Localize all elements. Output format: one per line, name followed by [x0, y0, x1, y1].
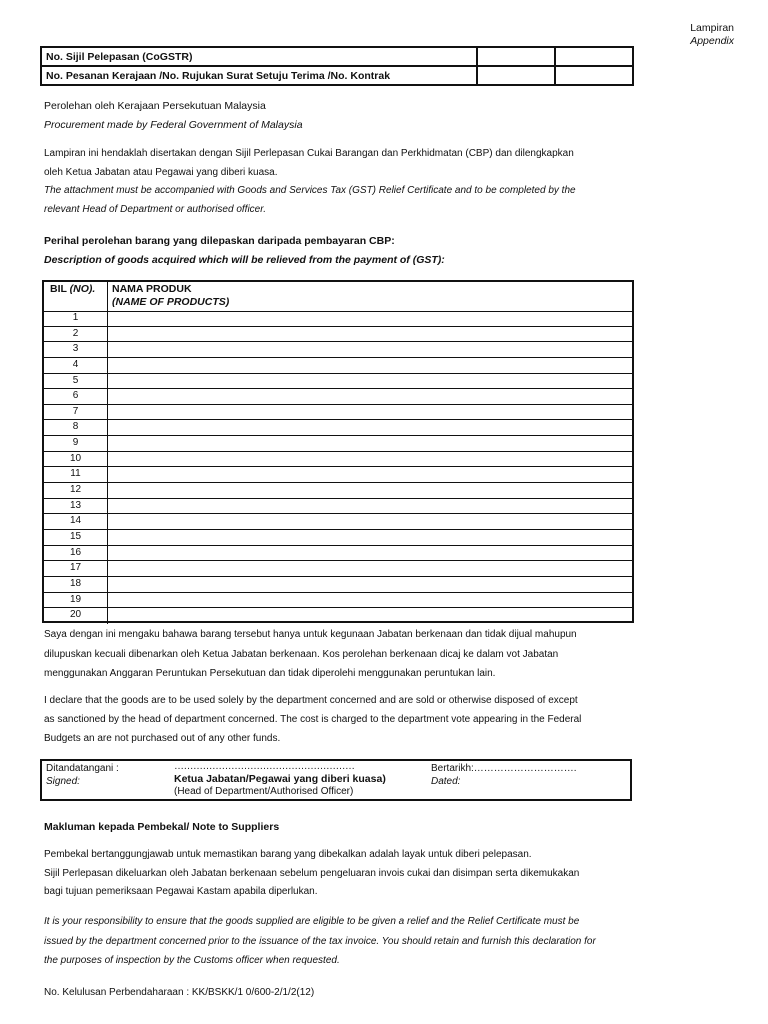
table-row	[44, 530, 632, 546]
procurement-text-en-2: relevant Head of Department or authorised officer.	[44, 203, 266, 215]
row-number: 12	[44, 483, 108, 498]
procurement-title-ms: Perolehan oleh Kerajaan Persekutuan Malaysia	[44, 100, 266, 112]
declaration-ms	[44, 625, 634, 684]
table-row	[44, 593, 632, 609]
signed-label-en: Signed:	[46, 776, 80, 787]
row-number: 13	[44, 499, 108, 514]
table-row	[44, 561, 632, 577]
signed-label	[46, 762, 119, 788]
product-name-cell[interactable]	[108, 342, 632, 357]
product-name-cell[interactable]	[108, 358, 632, 373]
declaration-ms-3: menggunakan Anggaran Peruntukan Persekutuan dan tidak diperolehi menggunakan peruntukan lain.	[44, 668, 496, 679]
row-number: 16	[44, 546, 108, 561]
row-number: 20	[44, 608, 108, 624]
note-title: Makluman kepada Pembekal/ Note to Suppliers	[44, 821, 280, 833]
column-header-name	[112, 283, 229, 309]
column-header-name-en: (NAME OF PRODUCTS)	[112, 296, 230, 308]
product-name-cell[interactable]	[108, 452, 632, 467]
row-number: 14	[44, 514, 108, 529]
table-row	[44, 311, 632, 327]
row-number: 5	[44, 374, 108, 389]
appendix-label-en: Appendix	[690, 35, 734, 47]
declaration-en	[44, 691, 634, 748]
signed-label-ms: Ditandatangani :	[46, 763, 119, 774]
note-title-block	[44, 818, 634, 837]
product-table-header	[44, 282, 632, 312]
reference-row-order	[41, 66, 633, 85]
row-number: 10	[44, 452, 108, 467]
procurement-section	[44, 97, 634, 135]
note-ms-2: Sijil Perlepasan dikeluarkan oleh Jabatan berkenaan sebelum pengeluaran invois cukai dan disimpan serta dikemukakan	[44, 867, 580, 879]
reference-row-cogstr	[41, 47, 633, 66]
row-number: 18	[44, 577, 108, 592]
table-row	[44, 452, 632, 468]
table-row	[44, 467, 632, 483]
officer-title-en: (Head of Department/Authorised Officer)	[174, 786, 354, 797]
product-name-cell[interactable]	[108, 436, 632, 451]
table-row	[44, 358, 632, 374]
table-row	[44, 374, 632, 390]
product-name-cell[interactable]	[108, 467, 632, 482]
column-header-name-ms: NAMA PRODUK	[112, 283, 192, 295]
column-header-no-ms: BIL	[50, 283, 67, 295]
declaration-en-3: Budgets an are not purchased out of any other funds.	[44, 733, 281, 744]
note-en-3: the purposes of inspection by the Customs officer when requested.	[44, 955, 340, 966]
table-row	[44, 327, 632, 343]
row-number: 6	[44, 389, 108, 404]
product-name-cell[interactable]	[108, 374, 632, 389]
table-row	[44, 577, 632, 593]
product-name-cell[interactable]	[108, 593, 632, 608]
product-name-cell[interactable]	[108, 420, 632, 435]
product-name-cell[interactable]	[108, 389, 632, 404]
column-header-no	[44, 282, 108, 311]
order-number-field-2[interactable]	[555, 66, 633, 85]
product-name-cell[interactable]	[108, 530, 632, 545]
table-row	[44, 499, 632, 515]
table-row	[44, 342, 632, 358]
table-row	[44, 436, 632, 452]
product-name-cell[interactable]	[108, 405, 632, 420]
procurement-title-en: Procurement made by Federal Government of Malaysia	[44, 119, 303, 131]
product-name-cell[interactable]	[108, 514, 632, 529]
product-name-cell[interactable]	[108, 311, 632, 326]
product-name-cell[interactable]	[108, 561, 632, 576]
table-row	[44, 483, 632, 499]
table-row	[44, 389, 632, 405]
row-number: 2	[44, 327, 108, 342]
procurement-text-ms-2: oleh Ketua Jabatan atau Pegawai yang diberi kuasa.	[44, 166, 278, 178]
goods-title-en: Description of goods acquired which will be relieved from the payment of (GST):	[44, 254, 445, 266]
table-row	[44, 608, 632, 624]
product-name-cell[interactable]	[108, 327, 632, 342]
note-en	[44, 912, 634, 971]
row-number: 1	[44, 311, 108, 326]
signature-box	[40, 759, 632, 801]
row-number: 3	[44, 342, 108, 357]
cogstr-field-1[interactable]	[477, 47, 555, 66]
product-table-body	[44, 311, 632, 624]
reference-table	[40, 46, 634, 86]
declaration-ms-1: Saya dengan ini mengaku bahawa barang tersebut hanya untuk kegunaan Jabatan berkenaan dan tidak dijual mahupun	[44, 629, 577, 640]
declaration-en-1: I declare that the goods are to be used solely by the department concerned and are sold or otherwise disposed of except	[44, 695, 578, 706]
order-number-label: No. Pesanan Kerajaan /No. Rujukan Surat Setuju Terima /No. Kontrak	[41, 66, 477, 85]
table-row	[44, 420, 632, 436]
date-label-en: Dated:	[431, 776, 461, 787]
column-header-no-en: (NO).	[69, 283, 96, 295]
appendix-label-ms: Lampiran	[690, 22, 734, 34]
appendix-label	[690, 22, 734, 48]
product-name-cell[interactable]	[108, 577, 632, 592]
signature-line[interactable]: …………………………………………………	[174, 761, 355, 772]
product-name-cell[interactable]	[108, 546, 632, 561]
cogstr-field-2[interactable]	[555, 47, 633, 66]
row-number: 15	[44, 530, 108, 545]
cogstr-label: No. Sijil Pelepasan (CoGSTR)	[41, 47, 477, 66]
product-name-cell[interactable]	[108, 483, 632, 498]
order-number-field-1[interactable]	[477, 66, 555, 85]
table-row	[44, 546, 632, 562]
treasury-approval-number: No. Kelulusan Perbendaharaan : KK/BSKK/1 0/600-2/1/2(12)	[44, 987, 315, 998]
product-name-cell[interactable]	[108, 499, 632, 514]
note-ms-1: Pembekal bertanggungjawab untuk memastikan barang yang dibekalkan adalah layak untuk diberi pelepasan.	[44, 849, 532, 860]
note-ms	[44, 846, 634, 902]
date-label-ms: Bertarikh:………………………….	[431, 763, 577, 774]
declaration-en-2: as sanctioned by the head of department concerned. The cost is charged to the department vote appearing in the Federal	[44, 714, 582, 725]
row-number: 19	[44, 593, 108, 608]
note-ms-3: bagi tujuan pemeriksaan Pegawai Kastam apabila diperlukan.	[44, 886, 318, 897]
product-name-cell[interactable]	[108, 608, 632, 624]
declaration-ms-2: dilupuskan kecuali dibenarkan oleh Ketua Jabatan berkenaan. Kos perolehan berkenaan dicaj ke dalam vot Jabatan	[44, 648, 559, 660]
procurement-text	[44, 145, 634, 219]
goods-title-ms: Perihal perolehan barang yang dilepaskan daripada pembayaran CBP:	[44, 235, 395, 247]
procurement-text-en-1: The attachment must be accompanied with Goods and Services Tax (GST) Relief Certificate and to be completed by the	[44, 185, 576, 196]
date-field[interactable]	[431, 762, 577, 788]
note-en-2: issued by the department concerned prior to the issuance of the tax invoice. You should retain and furnish this declaration for	[44, 935, 596, 947]
row-number: 17	[44, 561, 108, 576]
row-number: 4	[44, 358, 108, 373]
goods-section	[44, 232, 634, 270]
note-en-1: It is your responsibility to ensure that the goods supplied are eligible to be given a relief and the Relief Certificate must be	[44, 916, 580, 927]
procurement-text-ms-1: Lampiran ini hendaklah disertakan dengan Sijil Perlepasan Cukai Barangan dan Perkhidmatan (CBP) dan dilengkapkan	[44, 148, 574, 159]
row-number: 11	[44, 467, 108, 482]
product-table	[42, 280, 634, 623]
row-number: 8	[44, 420, 108, 435]
row-number: 7	[44, 405, 108, 420]
table-row	[44, 514, 632, 530]
table-row	[44, 405, 632, 421]
row-number: 9	[44, 436, 108, 451]
officer-title-ms: Ketua Jabatan/Pegawai yang diberi kuasa)	[174, 773, 386, 785]
